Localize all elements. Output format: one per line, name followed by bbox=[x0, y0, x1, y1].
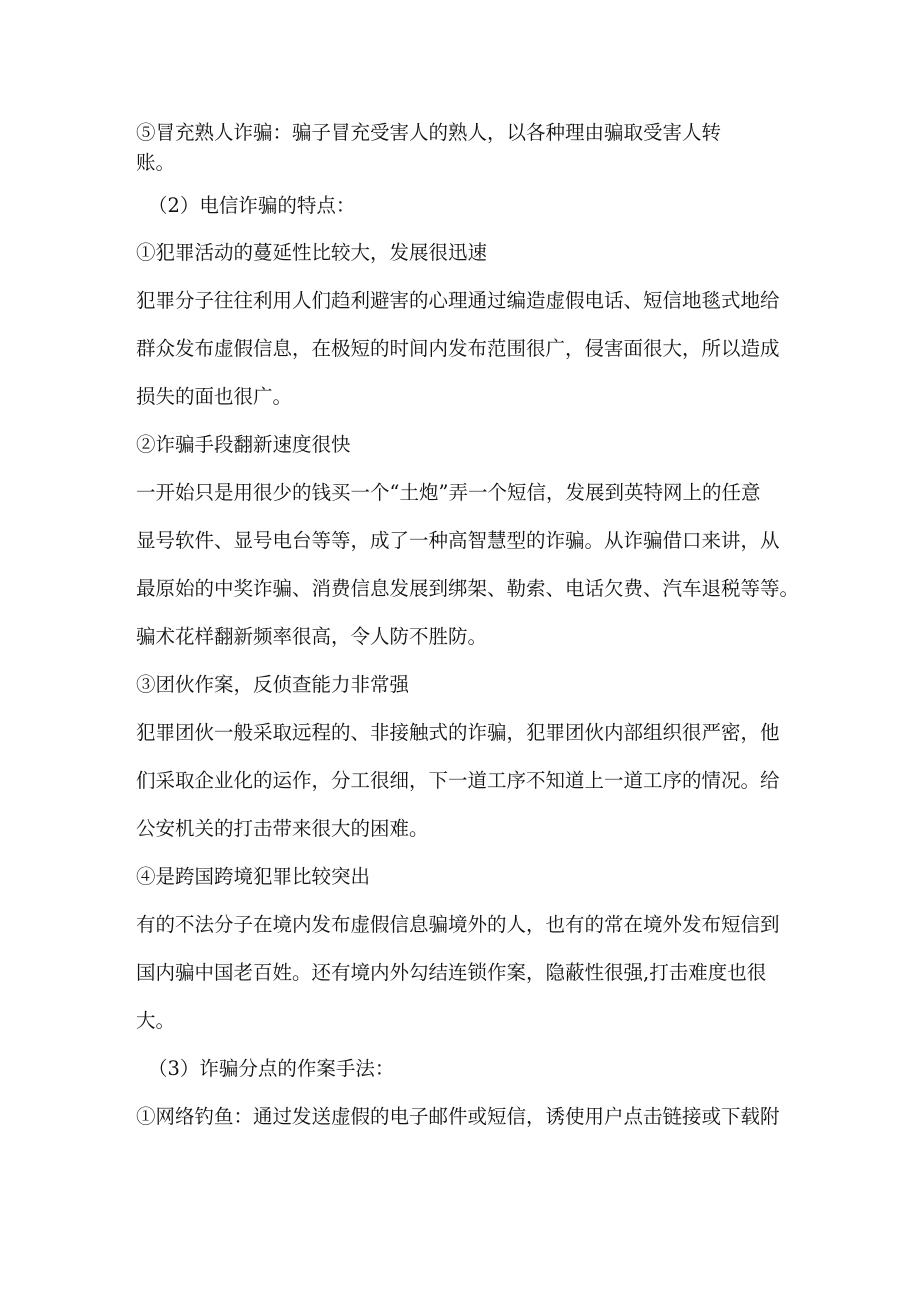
section-heading: （3）诈骗分点的作案手法： bbox=[148, 1057, 395, 1080]
point-heading: ③团伙作案，反侦查能力非常强 bbox=[136, 673, 410, 696]
text-line: 大。 bbox=[136, 1009, 176, 1032]
text-line: 公安机关的打击带来很大的困难。 bbox=[136, 817, 429, 840]
point-heading: ④是跨国跨境犯罪比较突出 bbox=[136, 865, 371, 888]
text-line: 账。 bbox=[136, 151, 176, 174]
text-line: 犯罪团伙一般采取远程的、非接触式的诈骗，犯罪团伙内部组织很严密，他 bbox=[136, 721, 780, 744]
text-line: 国内骗中国老百姓。还有境内外勾结连锁作案，隐蔽性很强,打击难度也很 bbox=[136, 961, 767, 984]
text-line: 骗术花样翻新频率很高，令人防不胜防。 bbox=[136, 625, 488, 648]
point-heading: ②诈骗手段翻新速度很快 bbox=[136, 433, 351, 456]
text-line: 显号软件、显号电台等等，成了一种高智慧型的诈骗。从诈骗借口来讲，从 bbox=[136, 529, 780, 552]
text-line: 最原始的中奖诈骗、消费信息发展到绑架、勒索、电话欠费、汽车退税等等。 bbox=[136, 577, 800, 600]
text-line: 一开始只是用很少的钱买一个“土炮”弄一个短信，发展到英特网上的任意 bbox=[136, 481, 761, 504]
point-heading: ①网络钓鱼：通过发送虚假的电子邮件或短信，诱使用户点击链接或下载附 bbox=[136, 1105, 780, 1128]
text-line: 有的不法分子在境内发布虚假信息骗境外的人，也有的常在境外发布短信到 bbox=[136, 913, 780, 936]
section-heading: （2）电信诈骗的特点： bbox=[148, 194, 356, 217]
text-line: 们采取企业化的运作，分工很细，下一道工序不知道上一道工序的情况。给 bbox=[136, 769, 780, 792]
point-heading: ①犯罪活动的蔓延性比较大，发展很迅速 bbox=[136, 241, 488, 264]
text-line: 损失的面也很广。 bbox=[136, 385, 293, 408]
text-line: 群众发布虚假信息，在极短的时间内发布范围很广，侵害面很大，所以造成 bbox=[136, 337, 780, 360]
text-line: ⑤冒充熟人诈骗：骗子冒充受害人的熟人，以各种理由骗取受害人转 bbox=[136, 121, 722, 144]
text-line: 犯罪分子往往利用人们趋利避害的心理通过编造虚假电话、短信地毯式地给 bbox=[136, 289, 780, 312]
